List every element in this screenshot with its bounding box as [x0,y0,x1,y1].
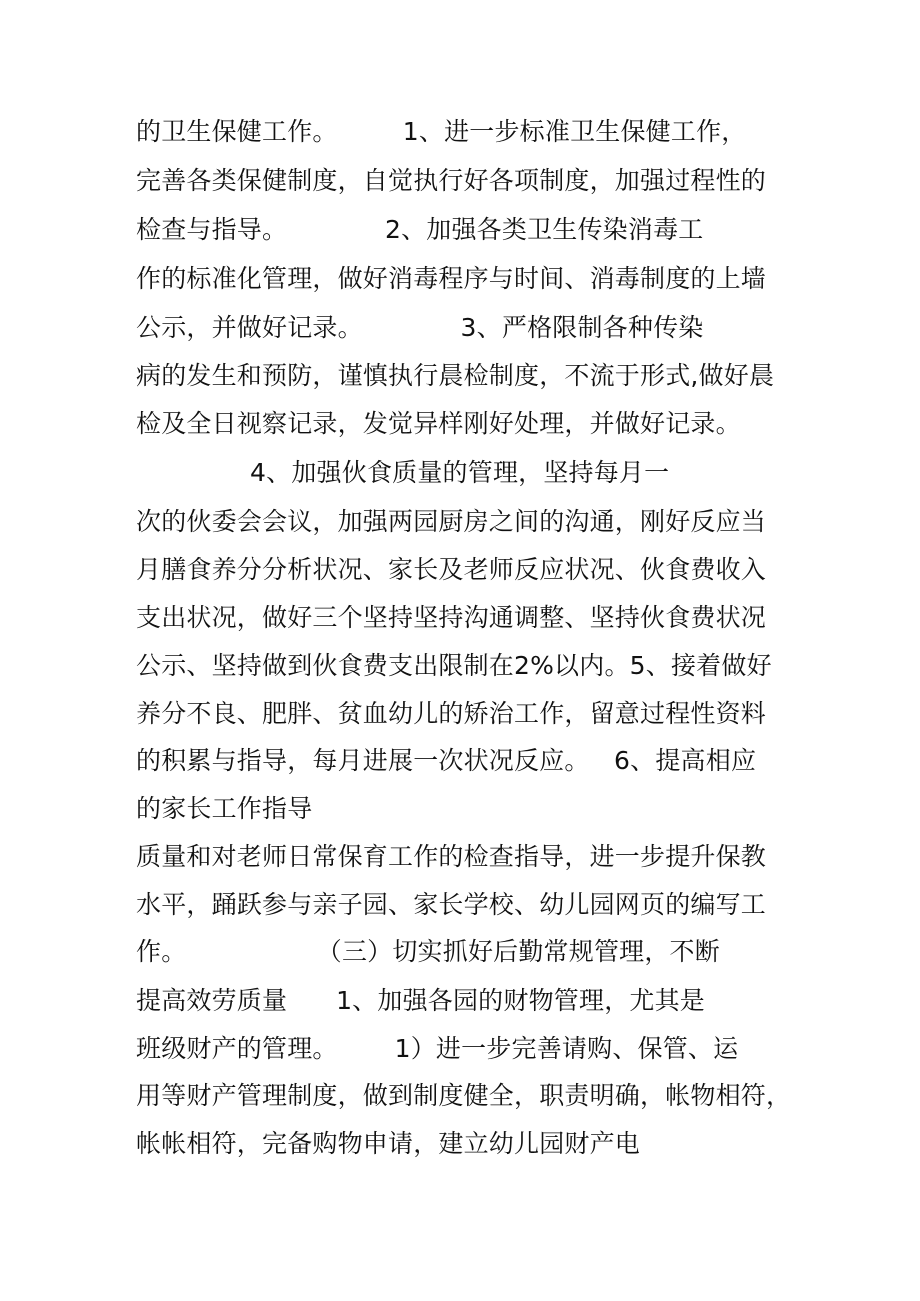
text-line: 提高效劳质量 1、加强各园的财物管理，尤其是 [136,986,705,1015]
text-line: 的积累与指导，每月进展一次状况反应。 6、提高相应 [136,746,757,775]
text-line: 公示、坚持做到伙食费支出限制在2%以内。5、接着做好 [136,651,772,680]
text-line: 公示，并做好记录。 3、严格限制各种传染 [136,313,704,342]
text-line: 用等财产管理制度，做到制度健全，职责明确，帐物相符， [136,1081,792,1110]
text-line: 作。 （三）切实抓好后勤常规管理，不断 [136,937,720,966]
text-line: 病的发生和预防，谨慎执行晨检制度，不流于形式,做好晨 [136,361,775,390]
text-line: 质量和对老师日常保育工作的检查指导，进一步提升保教 [136,842,767,871]
text-line: 水平，踊跃参与亲子园、家长学校、幼儿园网页的编写工 [136,890,767,919]
text-line: 养分不良、肥胖、贫血幼儿的矫治工作，留意过程性资料 [136,699,767,728]
text-line: 的卫生保健工作。 1、进一步标准卫生保健工作， [136,117,747,146]
text-line: 4、加强伙食质量的管理，坚持每月一 [136,458,670,487]
text-line: 月膳食养分分析状况、家长及老师反应状况、伙食费收入 [136,555,767,584]
text-line: 次的伙委会会议，加强两园厨房之间的沟通，刚好反应当 [136,507,767,536]
text-line: 班级财产的管理。 1）进一步完善请购、保管、运 [136,1034,739,1063]
text-line: 作的标准化管理，做好消毒程序与时间、消毒制度的上墙 [136,264,767,293]
text-line: 完善各类保健制度，自觉执行好各项制度，加强过程性的 [136,166,767,195]
text-line: 的家长工作指导 [136,794,313,823]
text-line: 检查与指导。 2、加强各类卫生传染消毒工 [136,215,704,244]
text-line: 检及全日视察记录，发觉异样刚好处理，并做好记录。 [136,409,741,438]
text-line: 支出状况，做好三个坚持坚持沟通调整、坚持伙食费状况 [136,603,767,632]
text-line: 帐帐相符，完备购物申请，建立幼儿园财产电 [136,1129,641,1158]
